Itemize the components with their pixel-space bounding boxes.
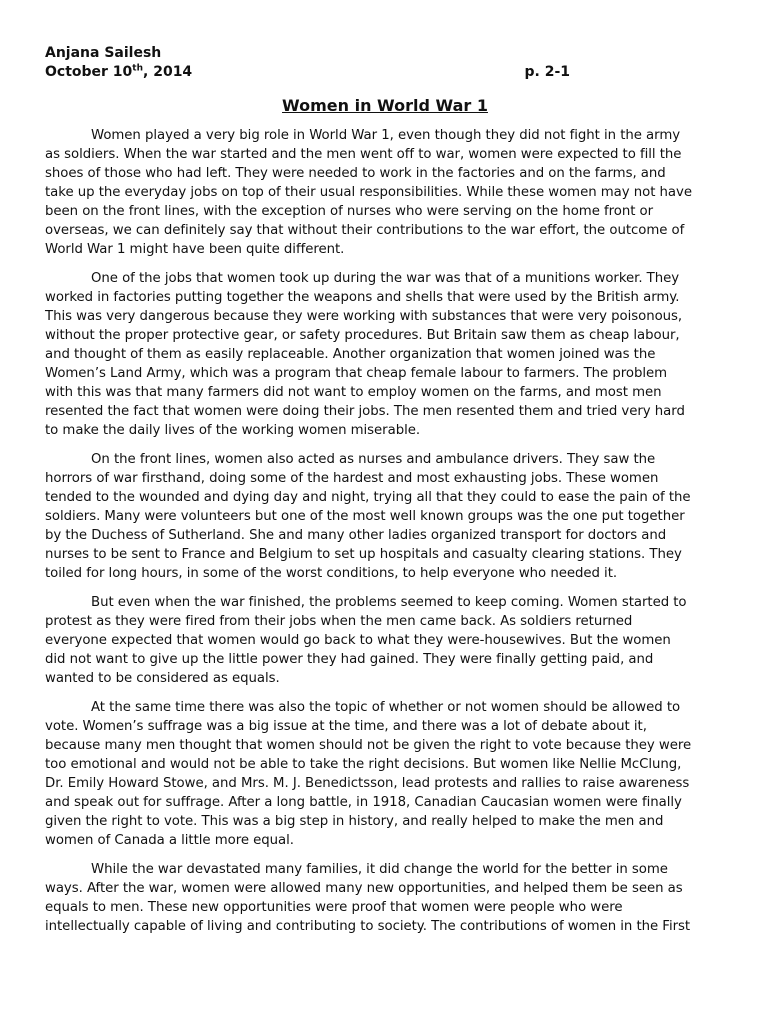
document-body — [45, 126, 725, 936]
date-row — [45, 63, 725, 82]
paragraph-line: Women played a very big role in World War 1, even though they did not fight in the army — [91, 128, 681, 143]
paragraph-line: wanted to be considered as equals. — [45, 671, 280, 686]
paragraph-line: given the right to vote. This was a big step in history, and really helped to make the men and — [45, 814, 664, 829]
paragraph-line: While the war devastated many families, it did change the world for the better in some — [91, 862, 668, 877]
document-title: Women in World War 1 — [282, 96, 488, 115]
paragraph-line: protest as they were fired from their jobs when the men came back. As soldiers returned — [45, 614, 633, 629]
document-header — [45, 44, 725, 82]
document-page — [45, 44, 725, 946]
paragraph-line: horrors of war firsthand, doing some of the hardest and most exhausting jobs. These women — [45, 471, 659, 486]
paragraph-line: because many men thought that women should not be given the right to vote because they were — [45, 738, 692, 753]
paragraph-line: World War 1 might have been quite different. — [45, 242, 345, 257]
paragraph-line: take up the everyday jobs on top of their usual responsibilities. While these women may not have — [45, 185, 692, 200]
paragraph-line: nurses to be sent to France and Belgium to set up hospitals and casualty clearing stations. They — [45, 547, 682, 562]
paragraph-line: without the proper protective gear, or safety procedures. But Britain saw them as cheap labour, — [45, 328, 680, 343]
paragraph-line: This was very dangerous because they were working with substances that were very poisonous, — [45, 309, 683, 324]
body-paragraph — [45, 593, 725, 688]
date-prefix: October 10 — [45, 64, 133, 80]
paragraph-line: soldiers. Many were volunteers but one of the most well known groups was the one put together — [45, 509, 685, 524]
paragraph-line: and speak out for suffrage. After a long battle, in 1918, Canadian Caucasian women were finally — [45, 795, 682, 810]
paragraph-line: women of Canada a little more equal. — [45, 833, 294, 848]
paragraph-line: did not want to give up the little power they had gained. They were finally getting paid, and — [45, 652, 654, 667]
paragraph-line: vote. Women’s suffrage was a big issue at the time, and there was a lot of debate about it, — [45, 719, 647, 734]
paragraph-line: ways. After the war, women were allowed many new opportunities, and helped them be seen as — [45, 881, 683, 896]
paragraph-line: and thought of them as easily replaceable. Another organization that women joined was the — [45, 347, 656, 362]
author-name: Anjana Sailesh — [45, 45, 162, 61]
paragraph-line: toiled for long hours, in some of the worst conditions, to help everyone who needed it. — [45, 566, 618, 581]
paragraph-line: Dr. Emily Howard Stowe, and Mrs. M. J. Benedictsson, lead protests and rallies to raise awareness — [45, 776, 690, 791]
date-suffix: , 2014 — [143, 64, 193, 80]
body-paragraph — [45, 450, 725, 583]
paragraph-line: tended to the wounded and dying day and night, trying all that they could to ease the pain of the — [45, 490, 691, 505]
paragraph-line: intellectually capable of living and contributing to society. The contributions of women in the First — [45, 919, 691, 934]
paragraph-line: overseas, we can definitely say that without their contributions to the war effort, the outcome of — [45, 223, 685, 238]
body-paragraph — [45, 698, 725, 850]
body-paragraph — [45, 126, 725, 259]
paragraph-line: with this was that many farmers did not want to employ women on the farms, and most men — [45, 385, 662, 400]
paragraph-line: been on the front lines, with the exception of nurses who were serving on the home front or — [45, 204, 654, 219]
paragraph-line: One of the jobs that women took up during the war was that of a munitions worker. They — [91, 271, 680, 286]
date-ordinal: th — [132, 63, 144, 74]
paragraph-line: resented the fact that women were doing their jobs. The men resented them and tried very hard — [45, 404, 685, 419]
paragraph-line: But even when the war finished, the problems seemed to keep coming. Women started to — [91, 595, 687, 610]
paragraph-line: Women’s Land Army, which was a program that cheap female labour to farmers. The problem — [45, 366, 668, 381]
paragraph-line: too emotional and would not be able to take the right decisions. But women like Nellie McClung, — [45, 757, 682, 772]
paragraph-line: On the front lines, women also acted as nurses and ambulance drivers. They saw the — [91, 452, 656, 467]
body-paragraph — [45, 269, 725, 440]
document-date — [45, 63, 192, 82]
page-number: p. 2-1 — [524, 64, 570, 80]
paragraph-line: everyone expected that women would go back to what they were-housewives. But the women — [45, 633, 671, 648]
paragraph-line: as soldiers. When the war started and the men went off to war, women were expected to fill the — [45, 147, 682, 162]
paragraph-line: shoes of those who had left. They were needed to work in the factories and on the farms, and — [45, 166, 666, 181]
paragraph-line: worked in factories putting together the weapons and shells that were used by the British army. — [45, 290, 680, 305]
paragraph-line: equals to men. These new opportunities were proof that women were people who were — [45, 900, 623, 915]
paragraph-line: to make the daily lives of the working women miserable. — [45, 423, 421, 438]
body-paragraph — [45, 860, 725, 936]
paragraph-line: by the Duchess of Sutherland. She and many other ladies organized transport for doctors and — [45, 528, 667, 543]
paragraph-line: At the same time there was also the topic of whether or not women should be allowed to — [91, 700, 681, 715]
